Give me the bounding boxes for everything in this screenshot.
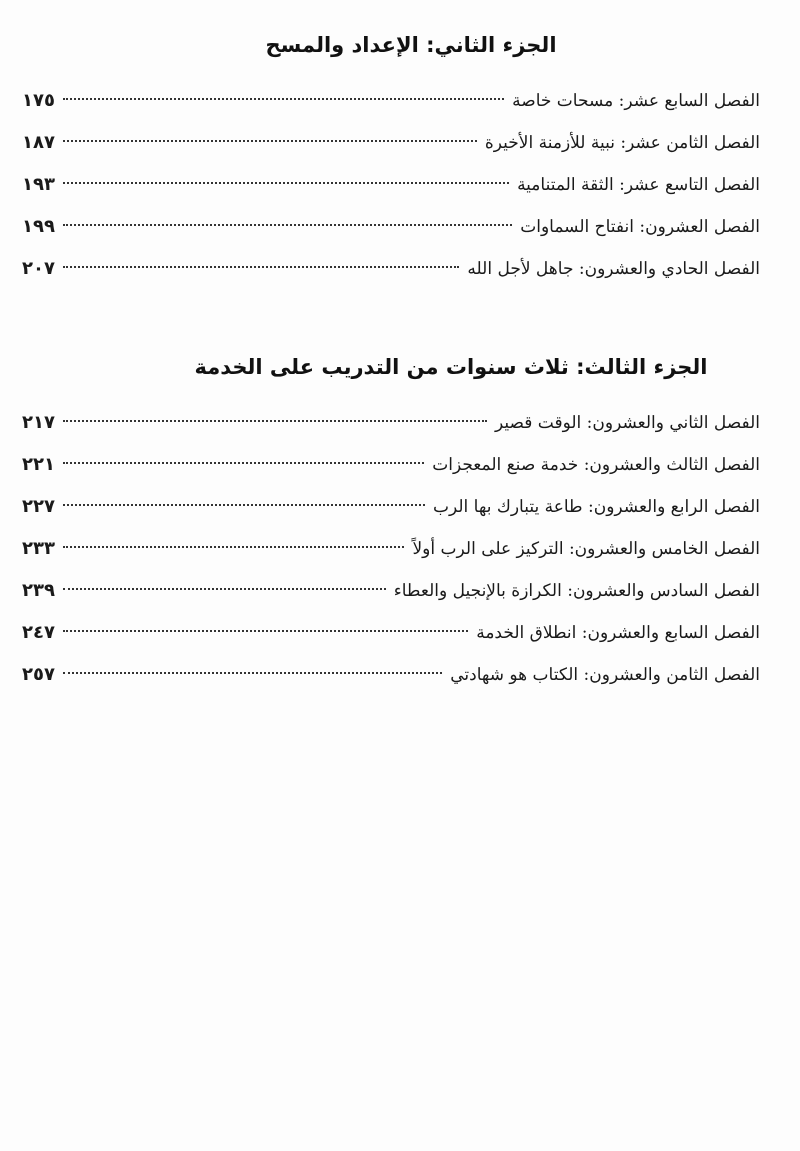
chapter-title: الفصل السادس والعشرون: الكرازة بالإنجيل والعطاء (393, 581, 760, 601)
chapter-title: الفصل الرابع والعشرون: طاعة يتبارك بها الرب (432, 497, 760, 517)
chapter-title: الفصل الثالث والعشرون: خدمة صنع المعجزات (432, 455, 760, 475)
part-two-chapter-list (22, 80, 760, 290)
page-number: ١٨٧ (22, 132, 55, 153)
dot-leader (63, 504, 425, 506)
page-number: ١٧٥ (22, 90, 55, 111)
toc-entry (22, 612, 760, 654)
toc-entry (22, 80, 760, 122)
dot-leader (63, 420, 487, 422)
page-number: ٢٣٣ (22, 538, 55, 559)
part-three-section (22, 350, 760, 696)
chapter-title: الفصل السابع عشر: مسحات خاصة (512, 91, 760, 111)
part-three-chapter-list (22, 402, 760, 696)
chapter-title: الفصل الحادي والعشرون: جاهل لأجل الله (467, 259, 760, 279)
page-number: ٢٢٧ (22, 496, 55, 517)
page-number: ١٩٣ (22, 174, 55, 195)
dot-leader (63, 98, 504, 100)
toc-entry (22, 122, 760, 164)
toc-entry (22, 248, 760, 290)
chapter-title: الفصل التاسع عشر: الثقة المتنامية (517, 175, 760, 195)
page-number: ٢٥٧ (22, 664, 55, 685)
toc-entry (22, 402, 760, 444)
chapter-title: الفصل الثاني والعشرون: الوقت قصير (494, 413, 760, 433)
dot-leader (63, 224, 512, 226)
dot-leader (63, 630, 468, 632)
page-number: ١٩٩ (22, 216, 55, 237)
page-number: ٢١٧ (22, 412, 55, 433)
page-number: ٢٣٩ (22, 580, 55, 601)
page-number: ٢٢١ (22, 454, 55, 475)
toc-entry (22, 570, 760, 612)
chapter-title: الفصل الثامن عشر: نبية للأزمنة الأخيرة (484, 133, 760, 153)
dot-leader (63, 182, 509, 184)
chapter-title: الفصل الثامن والعشرون: الكتاب هو شهادتي (450, 665, 760, 685)
dot-leader (63, 588, 386, 590)
toc-entry (22, 528, 760, 570)
toc-entry (22, 444, 760, 486)
chapter-title: الفصل الخامس والعشرون: التركيز على الرب أولاً (412, 539, 760, 559)
toc-entry (22, 654, 760, 696)
part-two-section (22, 28, 760, 290)
toc-entry (22, 486, 760, 528)
toc-entry (22, 164, 760, 206)
chapter-title: الفصل العشرون: انفتاح السماوات (520, 217, 760, 237)
page-number: ٢٠٧ (22, 258, 55, 279)
dot-leader (63, 546, 405, 548)
toc-entry (22, 206, 760, 248)
part-two-title: الجزء الثاني: الإعداد والمسح (265, 33, 557, 57)
chapter-title: الفصل السابع والعشرون: انطلاق الخدمة (476, 623, 760, 643)
dot-leader (63, 266, 459, 268)
dot-leader (63, 462, 424, 464)
dot-leader (63, 672, 442, 674)
dot-leader (63, 140, 477, 142)
part-three-title: الجزء الثالث: ثلاث سنوات من التدريب على الخدمة (194, 355, 708, 379)
page-number: ٢٤٧ (22, 622, 55, 643)
